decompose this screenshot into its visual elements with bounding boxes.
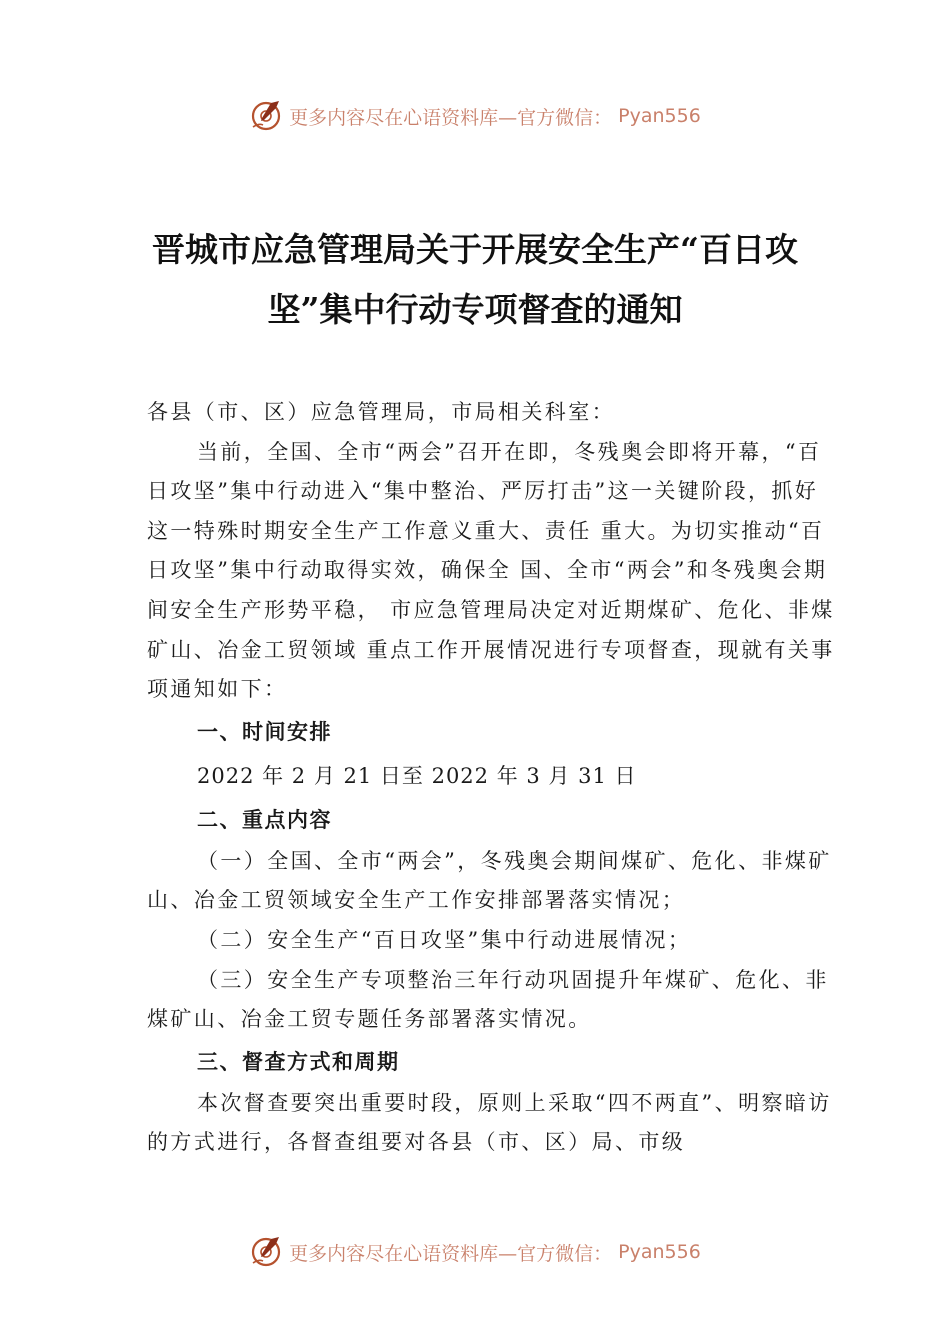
watermark-text: 更多内容尽在心语资料库—官方微信：	[289, 106, 613, 129]
method-paragraph: 本次督查要突出重要时段，原则上采取“四不两直”、明察暗访的方式进行，各督查组要对各县（市、区）局、市级	[147, 1090, 832, 1155]
watermark-wechat-id: Pyan556	[618, 1241, 701, 1263]
salutation: 各县（市、区）应急管理局，市局相关科室：	[147, 400, 615, 424]
schedule-date-range: 2022 年 2 月 21 日至 2022 年 3 月 31 日	[197, 763, 637, 788]
key-content-item-2: （二）安全生产“百日攻坚”集中行动进展情况；	[197, 927, 692, 952]
section-heading-method: 三、督查方式和周期	[197, 1049, 400, 1074]
footer-watermark	[0, 1232, 950, 1272]
intro-paragraph: 当前，全国、全市“两会”召开在即，冬残奥会即将开幕，“百日攻坚”集中行动进入“集中整治、严厉打击”这一关键阶段，抓好这一特殊时期安全生产工作意义重大、责任 重大。为切实推动“百日攻坚”集中行动取得实效，确保全 国、全市“两会”和冬残奥会期间安全生产形势平稳， 市应急管理局决定对近期煤矿、危化、非煤矿山、冶金工贸领域 重点工作开展情况进行专项督查，现就有关事项通知如下：	[147, 439, 835, 702]
watermark-wechat-id: Pyan556	[618, 105, 701, 127]
watermark-text: 更多内容尽在心语资料库—官方微信：	[289, 1242, 613, 1265]
key-content-item-3: （三）安全生产专项整治三年行动巩固提升年煤矿、危化、非煤矿山、冶金工贸专题任务部署落实情况。	[147, 967, 829, 1032]
key-content-item-1: （一）全国、全市“两会”，冬残奥会期间煤矿、危化、非煤矿山、冶金工贸领域安全生产工作安排部署落实情况；	[147, 848, 832, 913]
header-watermark	[0, 96, 950, 136]
quill-logo-icon	[249, 99, 283, 133]
quill-logo-icon	[249, 1235, 283, 1269]
document-body	[147, 393, 837, 1163]
section-heading-schedule: 一、时间安排	[197, 719, 332, 744]
document-title: 晋城市应急管理局关于开展安全生产“百日攻坚”集中行动专项督查的通知	[152, 230, 798, 329]
section-heading-key-content: 二、重点内容	[197, 807, 332, 832]
